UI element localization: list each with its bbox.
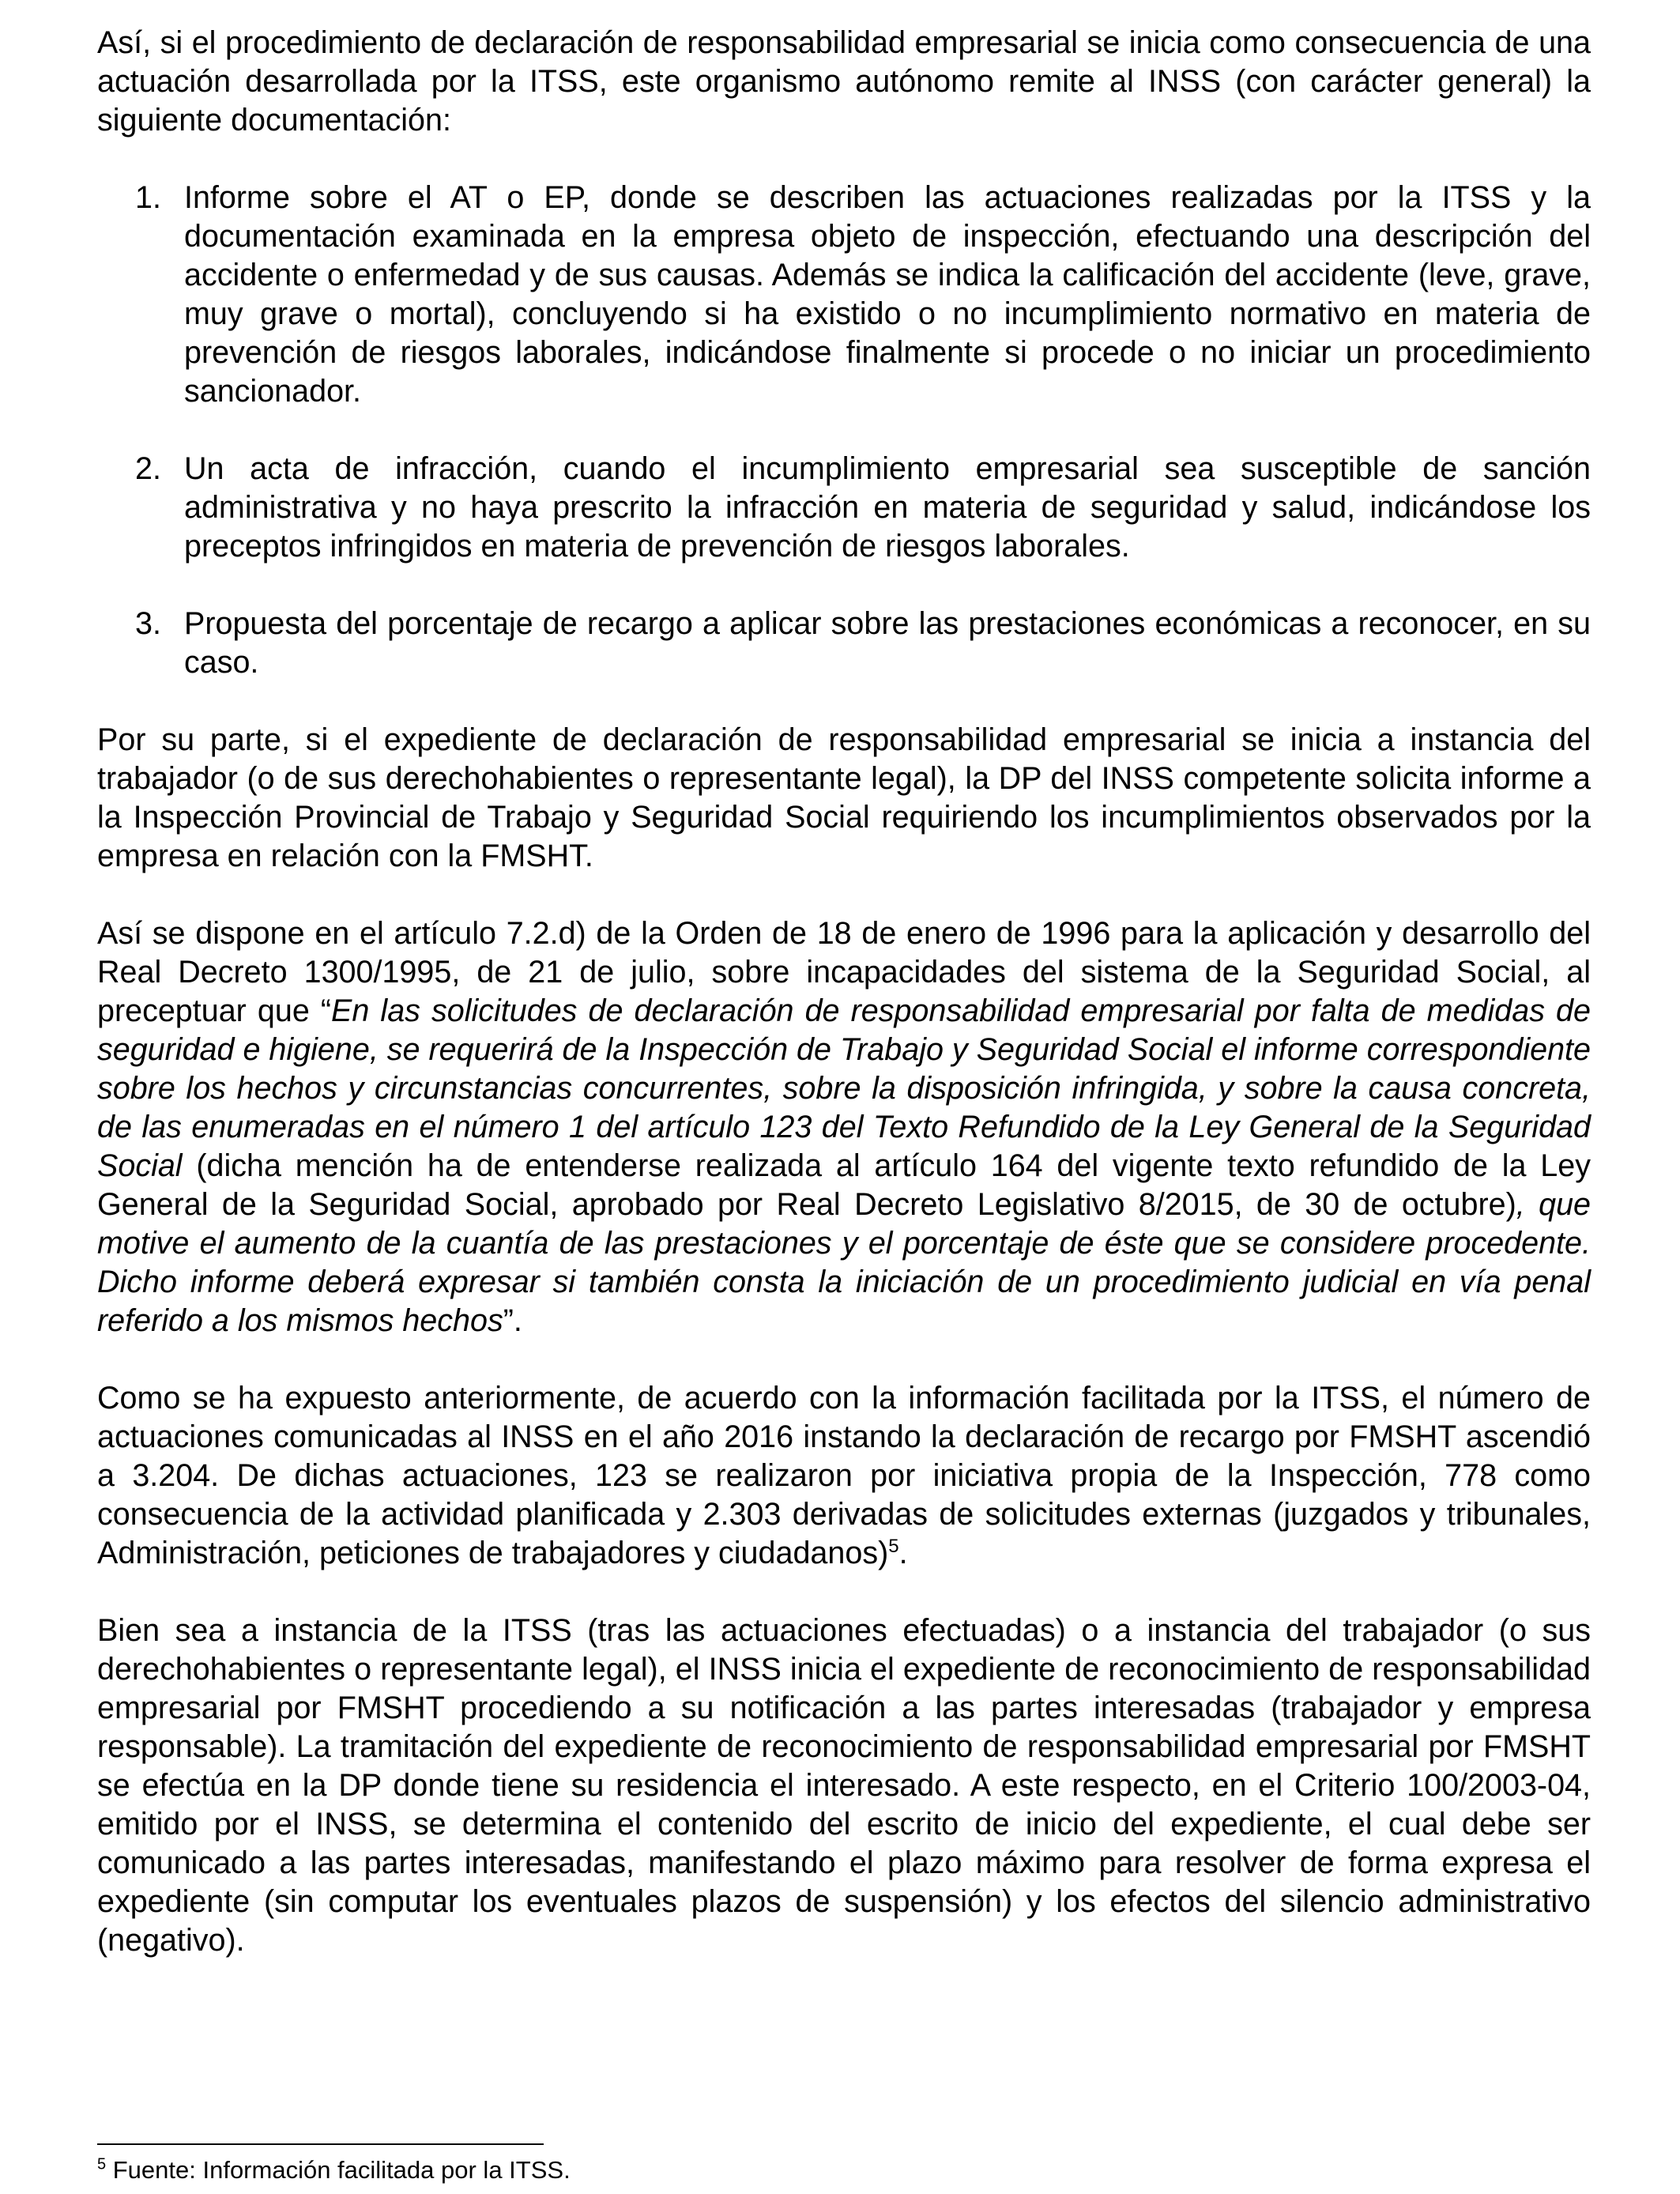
paragraph-worker-request: Por su parte, si el expediente de declaración de responsabilidad empresarial se inicia a instancia del trabajador (o de sus derechohabientes o representante legal), la DP del INSS competente solicita informe a la Inspección Provincial de Trabajo y Seguridad Social requiriendo los incumplimientos observados por la empresa en relación con la FMSHT. <box>97 722 1591 873</box>
footnote <box>97 2156 571 2185</box>
statistics-end: . <box>898 1536 908 1570</box>
list-item <box>97 450 1591 566</box>
paragraph-statistics <box>97 1379 1591 1573</box>
list-item-number: 3. <box>135 606 161 641</box>
list-item-text: Informe sobre el AT o EP, donde se describen las actuaciones realizadas por la ITSS y la documentación examinada en la empresa objeto de inspección, efectuando una descripción del accidente o enfermedad y de sus causas. Además se indica la calificación del accidente (leve, grave, muy grave o mortal), concluyendo si ha existido o no incumplimiento normativo en materia de prevención de riesgos laborales, indicándose finalmente si procede o no iniciar un procedimiento sancionador. <box>184 180 1591 409</box>
citation-quote-2: , que motive el aumento de la cuantía de las prestaciones y el porcentaje de éste que se considere procedente. Dicho informe deberá expresar si también consta la iniciación de un procedimiento judicial en vía penal referido a los mismos hechos <box>97 1187 1591 1338</box>
list-item-number: 1. <box>135 180 161 215</box>
document-page <box>97 24 1591 1999</box>
list-item <box>97 605 1591 682</box>
list-item <box>97 179 1591 411</box>
statistics-text: Como se ha expuesto anteriormente, de acuerdo con la información facilitada por la ITSS, el número de actuaciones comunicadas al INSS en el año 2016 instando la declaración de recargo por FMSHT ascendió a 3.204. De dichas actuaciones, 123 se realizaron por iniciativa propia de la Inspección, 778 como consecuencia de la actividad planificada y 2.303 derivadas de solicitudes externas (juzgados y tribunales, Administración, peticiones de trabajadores y ciudadanos) <box>97 1381 1591 1570</box>
paragraph-intro: Así, si el procedimiento de declaración de responsabilidad empresarial se inicia como consecuencia de una actuación desarrollada por la ITSS, este organismo autónomo remite al INSS (con carácter general) la siguiente documentación: <box>97 25 1591 138</box>
footnote-divider <box>97 2143 544 2145</box>
paragraph-legal-citation <box>97 914 1591 1340</box>
list-item-text: Un acta de infracción, cuando el incumplimiento empresarial sea susceptible de sanción administrativa y no haya prescrito la infracción en materia de seguridad y salud, indicándose los preceptos infringidos en materia de prevención de riesgos laborales. <box>184 451 1591 564</box>
citation-quote-1: En las solicitudes de declaración de responsabilidad empresarial por falta de medidas de seguridad e higiene, se requerirá de la Inspección de Trabajo y Seguridad Social el informe correspondiente sobre los hechos y circunstancias concurrentes, sobre la disposición infringida, y sobre la causa concreta, de las enumeradas en el número 1 del artículo 123 del Texto Refundido de la Ley General de la Seguridad Social <box>97 993 1591 1183</box>
footnote-number: 5 <box>97 2155 107 2173</box>
citation-middle: (dicha mención ha de entenderse realizada al artículo 164 del vigente texto refundido de la Ley General de la Seguridad Social, aprobado por Real Decreto Legislativo 8/2015, de 30 de octubre) <box>97 1148 1591 1222</box>
citation-intro: Así se dispone en el artículo 7.2.d) de la Orden de 18 de enero de 1996 para la aplicación y desarrollo del Real Decreto 1300/1995, de 21 de julio, sobre incapacidades del sistema de la Seguridad Social, al preceptuar que “ <box>97 916 1591 1028</box>
documentation-list <box>97 179 1591 682</box>
paragraph-procedure: Bien sea a instancia de la ITSS (tras las actuaciones efectuadas) o a instancia del trabajador (o sus derechohabientes o representante legal), el INSS inicia el expediente de reconocimiento de responsabilidad empresarial por FMSHT procediendo a su notificación a las partes interesadas (trabajador y empresa responsable). La tramitación del expediente de reconocimiento de responsabilidad empresarial por FMSHT se efectúa en la DP donde tiene su residencia el interesado. A este respecto, en el Criterio 100/2003-04, emitido por el INSS, se determina el contenido del escrito de inicio del expediente, el cual debe ser comunicado a las partes interesadas, manifestando el plazo máximo para resolver de forma expresa el expediente (sin computar los eventuales plazos de suspensión) y los efectos del silencio administrativo (negativo). <box>97 1613 1591 1958</box>
citation-closing: ”. <box>503 1303 522 1338</box>
footnote-reference[interactable]: 5 <box>888 1535 899 1557</box>
list-item-text: Propuesta del porcentaje de recargo a aplicar sobre las prestaciones económicas a reconocer, en su caso. <box>184 606 1591 680</box>
footnote-text: Fuente: Información facilitada por la ITSS. <box>106 2156 571 2184</box>
list-item-number: 2. <box>135 451 161 486</box>
